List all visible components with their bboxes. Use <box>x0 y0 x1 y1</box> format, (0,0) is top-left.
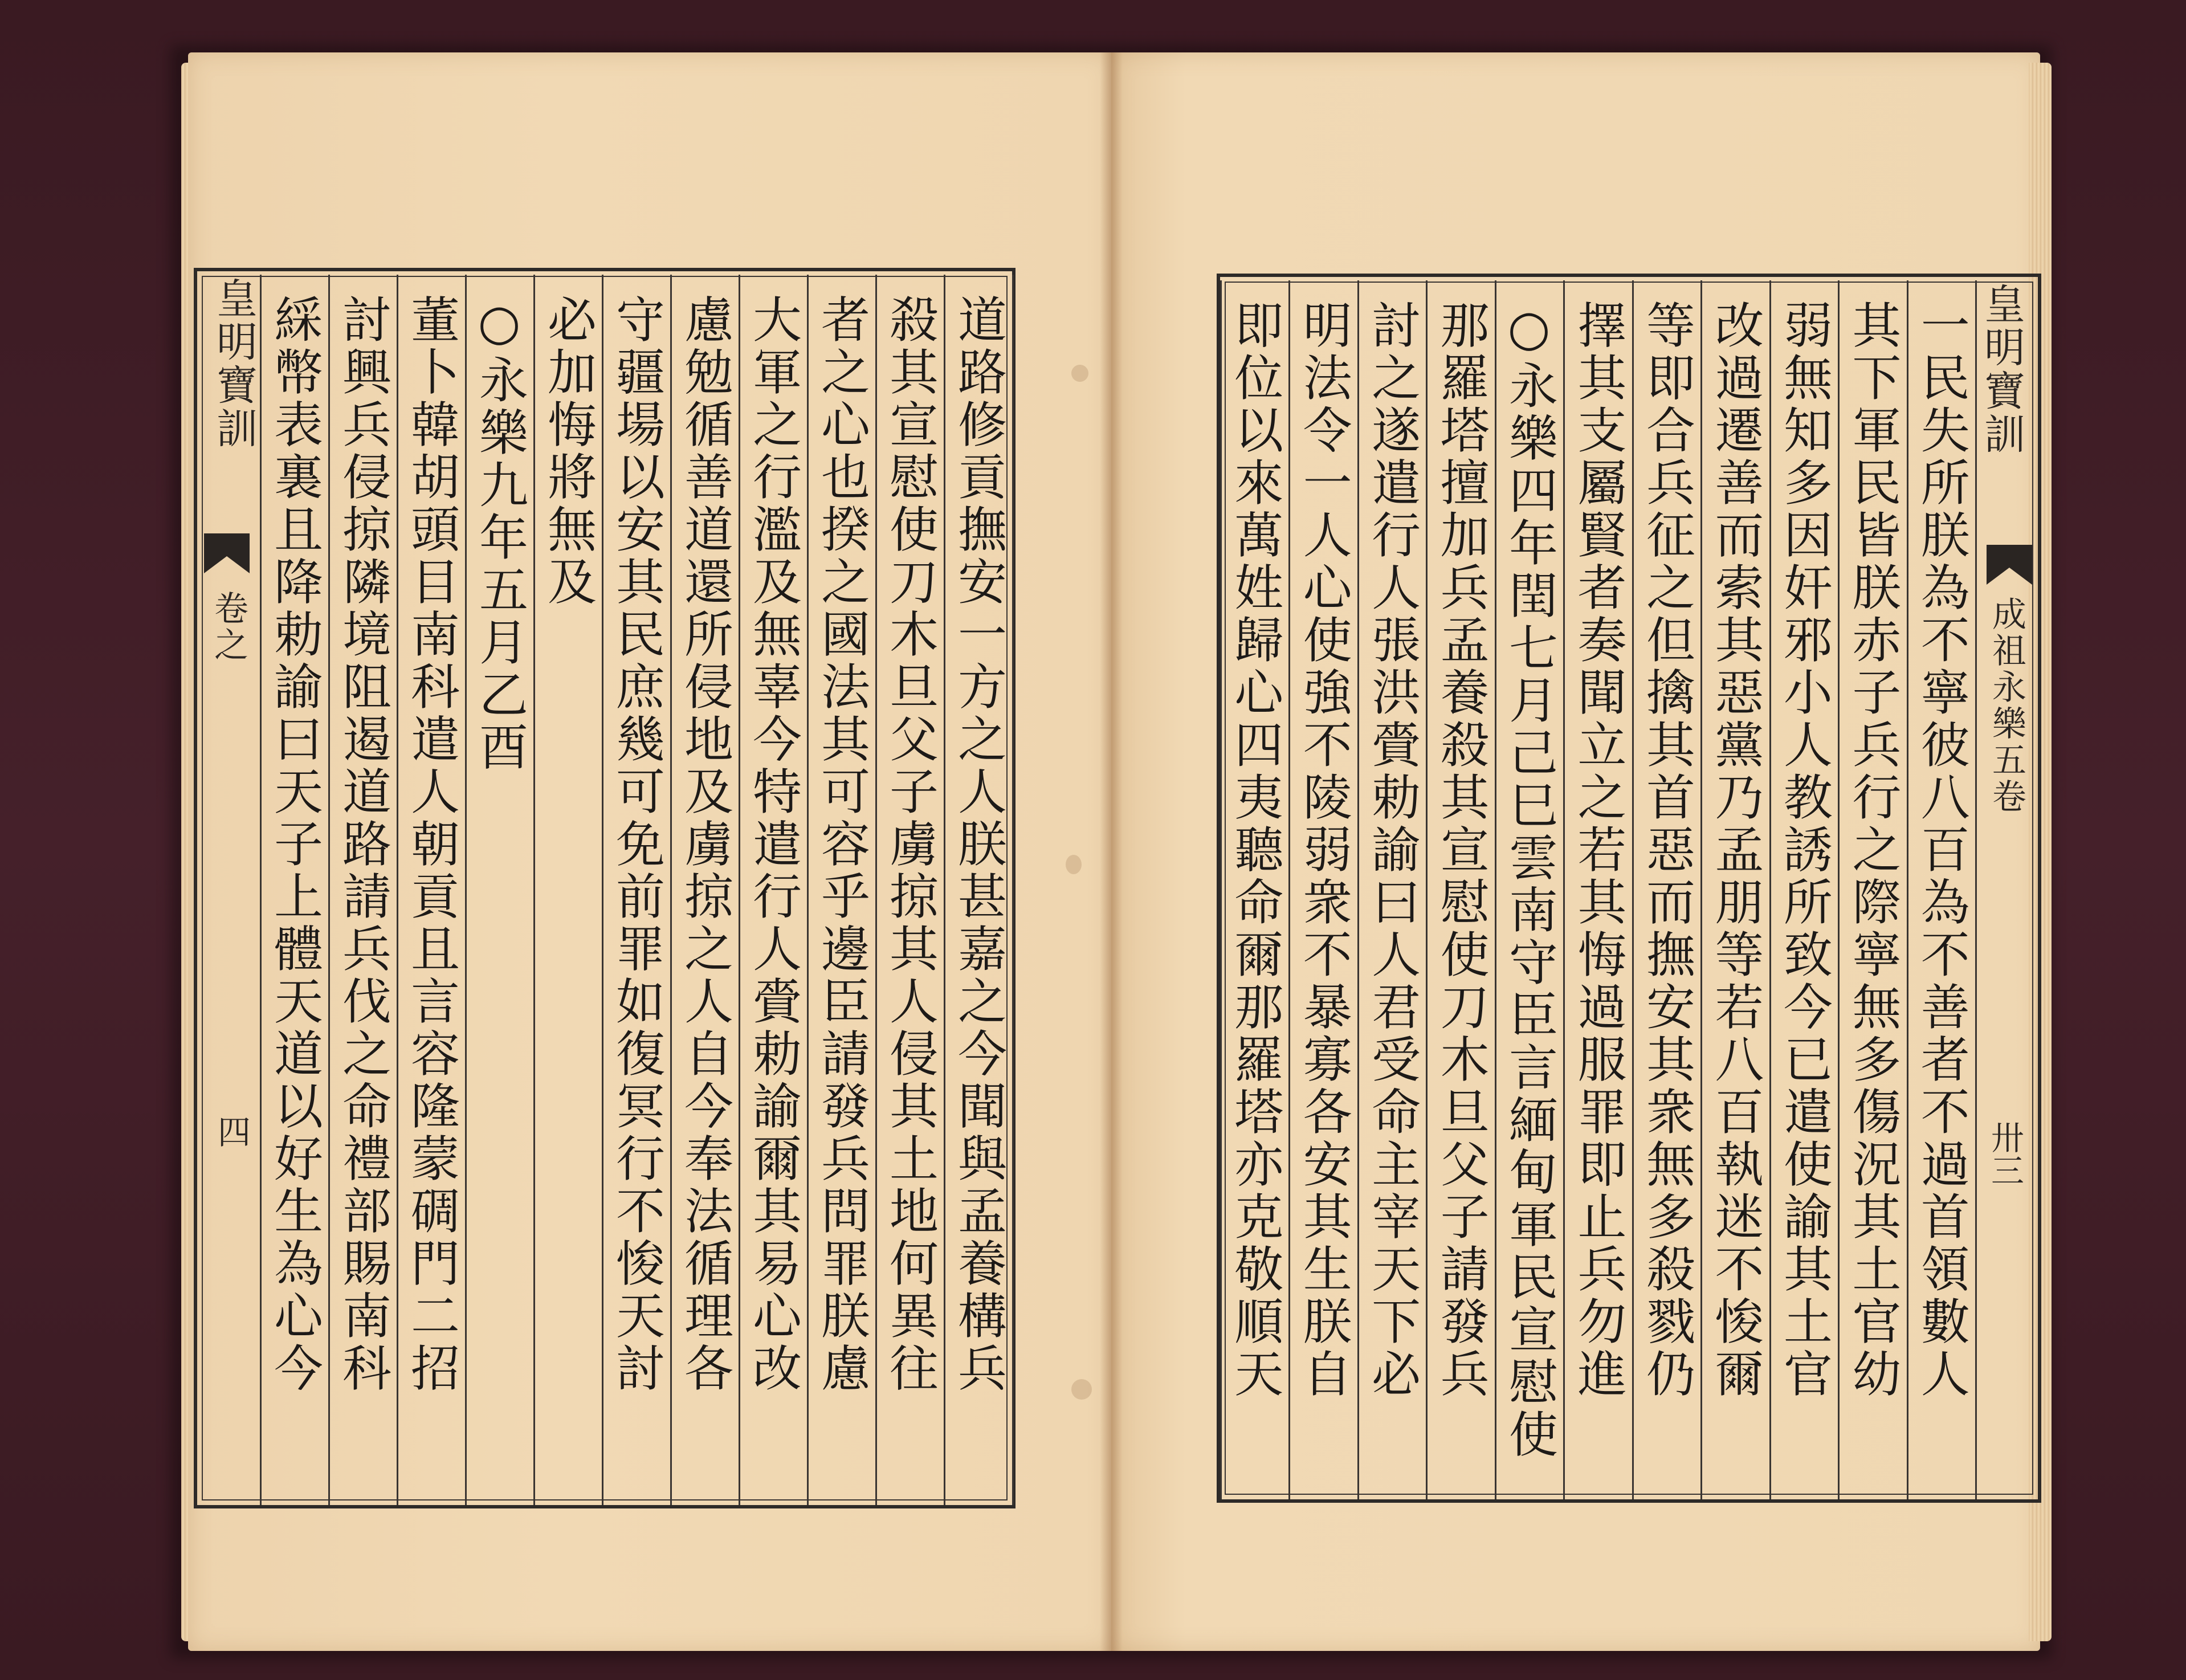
column-divider <box>739 275 740 1505</box>
left-fishtail-icon <box>204 533 250 573</box>
column-divider <box>1495 280 1496 1499</box>
text-column: 必加悔將無及 <box>539 294 596 609</box>
text-column: 討之遂遣行人張洪賫勅諭曰人君受命主宰天下必 <box>1363 300 1421 1401</box>
text-column: 殺其宣慰使刀木旦父子虜掠其人侵其土地何異往 <box>881 294 938 1395</box>
column-divider <box>875 275 877 1505</box>
right-folio-number: 卅三 <box>1985 1120 2024 1186</box>
column-divider <box>807 275 809 1505</box>
column-divider <box>1012 275 1014 1505</box>
column-divider <box>1357 280 1359 1499</box>
text-column: 即位以來萬姓歸心四夷聽命爾那羅塔亦克敬順天 <box>1226 300 1283 1401</box>
text-column: 大軍之行濫及無辜今特遣行人賫勅諭爾其易心改 <box>744 294 801 1395</box>
column-divider <box>670 275 672 1505</box>
left-folio-number: 四 <box>212 1115 251 1148</box>
right-margin-title: 皇明寶訓 <box>1977 283 2025 456</box>
text-column: 守疆場以安其民庶幾可免前罪如復冥行不悛天討 <box>607 294 664 1395</box>
column-divider <box>602 275 603 1505</box>
text-column: 道路修貢撫安一方之人朕甚嘉之今聞與孟養構兵 <box>949 294 1006 1395</box>
text-column: 改過遷善而索其惡黨乃孟朋等若八百執迷不悛爾 <box>1706 300 1764 1401</box>
text-column: 弱無知多因奸邪小人教誘所致今已遣使諭其土官 <box>1775 300 1832 1401</box>
text-column: 者之心也揆之國法其可容乎邊臣請發兵問罪朕慮 <box>813 294 870 1395</box>
text-column: 一民失所朕為不寧彼八百為不善者不過首領數人 <box>1912 300 1969 1401</box>
column-divider <box>1838 280 1840 1499</box>
text-column: 擇其支屬賢者奏聞立之若其悔過服罪即止兵勿進 <box>1569 300 1626 1401</box>
column-divider <box>1426 280 1428 1499</box>
column-divider <box>1563 280 1565 1499</box>
text-column: 等即合兵征之但擒其首惡而撫安其衆無多殺戮仍 <box>1637 300 1695 1401</box>
column-divider <box>1700 280 1702 1499</box>
left-margin-title: 皇明寶訓 <box>210 277 258 450</box>
text-column: ○永樂四年閏七月己巳雲南守臣言緬甸軍民宣慰使 <box>1500 300 1558 1461</box>
right-margin-volume: 成祖永樂五卷 <box>1987 596 2026 815</box>
text-column: 慮勉循善道還所侵地及虜掠之人自今奉法循理各 <box>676 294 733 1395</box>
column-divider <box>944 275 945 1505</box>
text-column: 董卜韓胡頭目南科遣人朝貢且言容隆蒙碉門二招 <box>402 294 459 1395</box>
column-divider <box>1907 280 1908 1499</box>
left-margin-folio-label: 卷之 <box>209 590 248 663</box>
text-column: ○永樂九年五月乙酉 <box>471 294 528 774</box>
column-divider <box>1220 280 1222 1499</box>
right-fishtail-icon <box>1987 545 2032 585</box>
column-divider <box>1632 280 1634 1499</box>
text-column: 明法令一人心使強不陵弱衆不暴寡各安其生朕自 <box>1294 300 1352 1401</box>
text-column: 討興兵侵掠隣境阻遏道路請兵伐之命禮部賜南科 <box>334 294 391 1395</box>
column-divider <box>1975 280 1977 1499</box>
column-divider <box>533 275 535 1505</box>
column-divider <box>328 275 330 1505</box>
book-gutter <box>1100 52 1123 1651</box>
paper-stain <box>1071 1379 1092 1400</box>
column-divider <box>260 275 262 1505</box>
column-divider <box>1769 280 1771 1499</box>
column-divider <box>397 275 398 1505</box>
column-divider <box>465 275 467 1505</box>
text-column: 其下軍民皆朕赤子兵行之際寧無多傷況其土官幼 <box>1844 300 1901 1401</box>
paper-stain <box>1071 365 1088 382</box>
text-column: 那羅塔擅加兵孟養殺其宣慰使刀木旦父子請發兵 <box>1431 300 1489 1401</box>
text-column: 綵幣表裏且降勅諭曰天子上體天道以好生為心今 <box>266 294 323 1395</box>
column-divider <box>1288 280 1290 1499</box>
paper-stain <box>1066 855 1082 874</box>
